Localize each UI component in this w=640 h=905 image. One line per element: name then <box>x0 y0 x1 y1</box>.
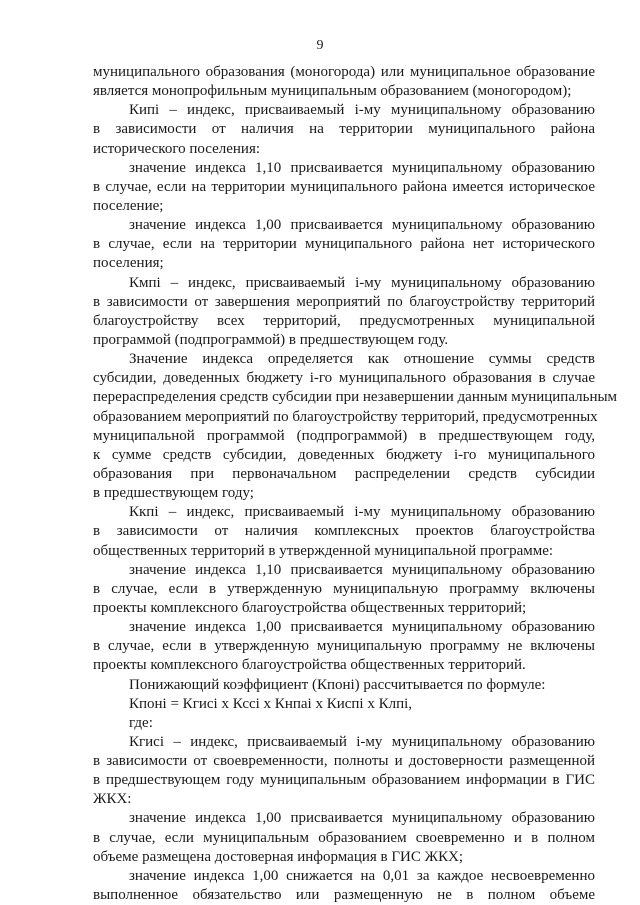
text-line: в предшествующем году муниципальным образованием информации в ГИС <box>93 772 595 789</box>
text-line: благоустройству всех территорий, предусмотренных муниципальной <box>93 312 595 329</box>
text-line: к сумме средств субсидии, доведенных бюджету i-го муниципального <box>93 446 595 463</box>
text-line: значение индекса 1,00 присваивается муниципальному образованию <box>129 217 595 234</box>
text-line: Понижающий коэффициент (Кпонi) рассчитывается по формуле: <box>129 676 546 693</box>
text-line: в случае, если в утвержденную муниципальную программу не включены <box>93 638 595 655</box>
text-line: ЖКХ: <box>93 791 132 808</box>
text-line: Кмпi – индекс, присваиваемый i-му муниципальному образованию <box>129 274 595 291</box>
text-line: Значение индекса определяется как отношение суммы средств <box>129 351 595 368</box>
text-line: значение индекса 1,10 присваивается муниципальному образованию <box>129 159 595 176</box>
text-line: в случае, если на территории муниципального района нет исторического <box>93 236 595 253</box>
text-line: муниципальной программой (подпрограммой) в предшествующем году, <box>93 427 595 444</box>
text-line: значение индекса 1,00 присваивается муниципальному образованию <box>129 810 595 827</box>
text-line: в зависимости от наличия комплексных проектов благоустройства <box>93 523 595 540</box>
text-line: проекты комплексного благоустройства общественных территорий; <box>93 599 527 616</box>
text-line: общественных территорий в утвержденной муниципальной программе: <box>93 542 554 559</box>
text-line: в предшествующем году; <box>93 485 254 502</box>
text-line: объеме размещена достоверная информация в ГИС ЖКХ; <box>93 848 464 865</box>
document-body <box>93 63 618 905</box>
text-line: значение индекса 1,00 снижается на 0,01 за каждое несвоевременно <box>129 867 595 884</box>
text-line: в случае, если на территории муниципального района имеется историческое <box>93 178 595 195</box>
text-line: проекты комплексного благоустройства общественных территорий. <box>93 657 526 674</box>
text-line: образованием мероприятий по благоустройству территорий, предусмотренных <box>93 408 598 425</box>
text-line: перераспределения средств субсидии при незавершении данным муниципальным <box>93 389 618 406</box>
page-number: 9 <box>316 38 324 53</box>
text-line: Кипi – индекс, присваиваемый i-му муниципальному образованию <box>129 102 595 119</box>
text-line: Кгисi – индекс, присваиваемый i-му муниципальному образованию <box>129 733 595 750</box>
text-line: значение индекса 1,10 присваивается муниципальному образованию <box>129 561 595 578</box>
text-line: в зависимости от наличия на территории муниципального района <box>93 121 595 138</box>
text-line: в случае, если муниципальным образованием своевременно и в полном <box>93 829 595 846</box>
text-line: значение индекса 1,00 присваивается муниципальному образованию <box>129 619 595 636</box>
text-line: в зависимости от своевременности, полноты и достоверности размещенной <box>93 753 595 770</box>
text-line: Ккпi – индекс, присваиваемый i-му муниципальному образованию <box>129 504 595 521</box>
text-line: муниципального образования (моногорода) или муниципальное образование <box>93 64 595 80</box>
text-line: поселения; <box>93 255 164 272</box>
text-line: исторического поселения: <box>93 140 261 157</box>
text-line: в случае, если в утвержденную муниципальную программу включены <box>93 580 595 597</box>
text-line: поселение; <box>93 197 164 214</box>
text-line: в зависимости от завершения мероприятий по благоустройству территорий <box>93 293 595 310</box>
text-line: субсидии, доведенных бюджету i-го муниципального образования в случае <box>93 370 595 387</box>
text-line: выполненное обязательство или размещенную не в полном объеме <box>93 887 595 904</box>
text-line: программой (подпрограммой) в предшествующем году. <box>93 331 449 348</box>
text-line: образования при первоначальном распределении средств субсидии <box>93 465 595 482</box>
text-line: Кпонi = Кгисi х Кссi х Кнпаi х Киспi х Клпi, <box>129 695 413 712</box>
text-line: является монопрофильным муниципальным образованием (моногородом); <box>93 83 572 100</box>
text-line: где: <box>129 714 153 731</box>
